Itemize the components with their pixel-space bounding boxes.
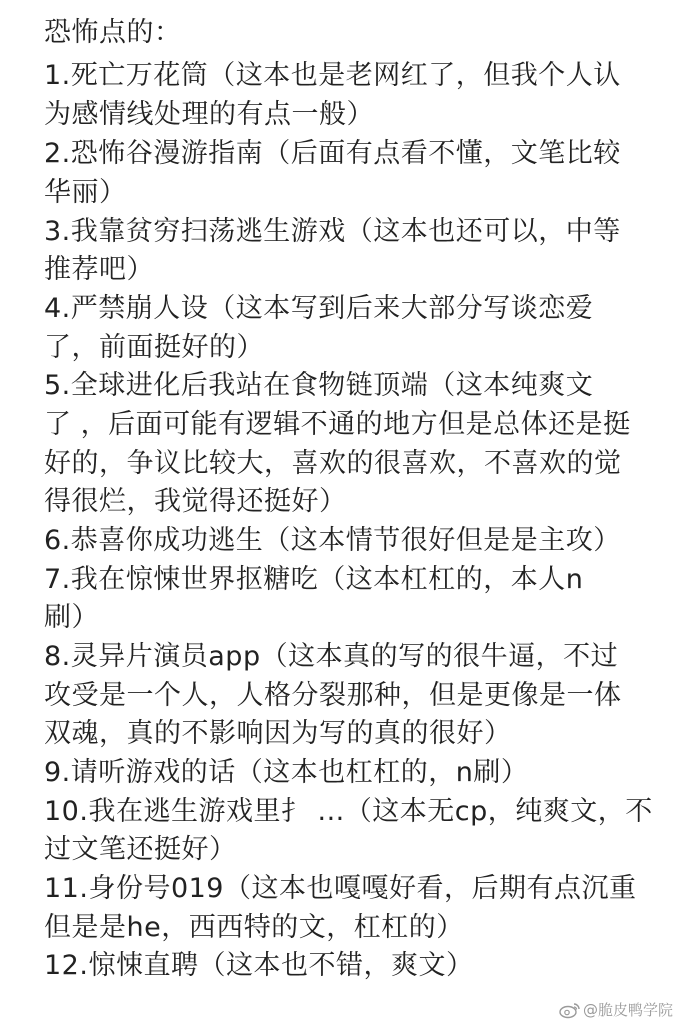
text-line: 1.死亡万花筒（这本也是老网红了，但我个人认: [44, 60, 621, 91]
text-line: 9.请听游戏的话（这本也杠杠的，n刷）: [44, 757, 529, 788]
text-line: 8.灵异片演员app（这本真的写的很牛逼，不过: [44, 641, 619, 672]
text-line: 了 ，后面可能有逻辑不通的地方但是总体还是挺: [44, 409, 631, 440]
text-line: 2.恐怖谷漫游指南（后面有点看不懂，文笔比较: [44, 138, 621, 169]
text-line: 为感情线处理的有点一般）: [44, 99, 374, 130]
watermark: [559, 999, 673, 1020]
text-line: 刷）: [44, 602, 99, 633]
text-line: 但是是he，西西特的文，杠杠的）: [44, 912, 464, 943]
text-line: 得很烂，我觉得还挺好）: [44, 486, 347, 517]
weibo-icon: [559, 1001, 581, 1019]
list-heading: 恐怖点的：: [44, 17, 182, 48]
text-line: 推荐吧）: [44, 254, 154, 285]
text-line: 华丽）: [44, 177, 127, 208]
text-line: 4.严禁崩人设（这本写到后来大部分写谈恋爱: [44, 293, 594, 324]
text-line: 3.我靠贫穷扫荡逃生游戏（这本也还可以，中等: [44, 216, 621, 247]
text-line: 7.我在惊悚世界抠糖吃（这本杠杠的，本人n: [44, 564, 584, 595]
text-line: 12.惊悚直聘（这本也不错，爽文）: [44, 950, 474, 981]
text-line: 6.恭喜你成功逃生（这本情节很好但是是主攻）: [44, 525, 621, 556]
text-line: 10.我在逃生游戏里扌 ...（这本无cp，纯爽文，不: [44, 796, 653, 827]
text-line: 过文笔还挺好）: [44, 834, 237, 865]
text-line: 5.全球进化后我站在食物链顶端（这本纯爽文: [44, 370, 594, 401]
text-line: 双魂，真的不影响因为写的真的很好）: [44, 718, 512, 749]
text-line: 了，前面挺好的）: [44, 332, 264, 363]
text-line: 11.身份号019（这本也嘎嘎好看，后期有点沉重: [44, 873, 637, 904]
watermark-text: @脆皮鸭学院: [582, 1001, 673, 1019]
text-line: 攻受是一个人，人格分裂那种，但是更像是一体: [44, 680, 622, 711]
text-line: 好的，争议比较大，喜欢的很喜欢，不喜欢的觉: [44, 448, 622, 479]
